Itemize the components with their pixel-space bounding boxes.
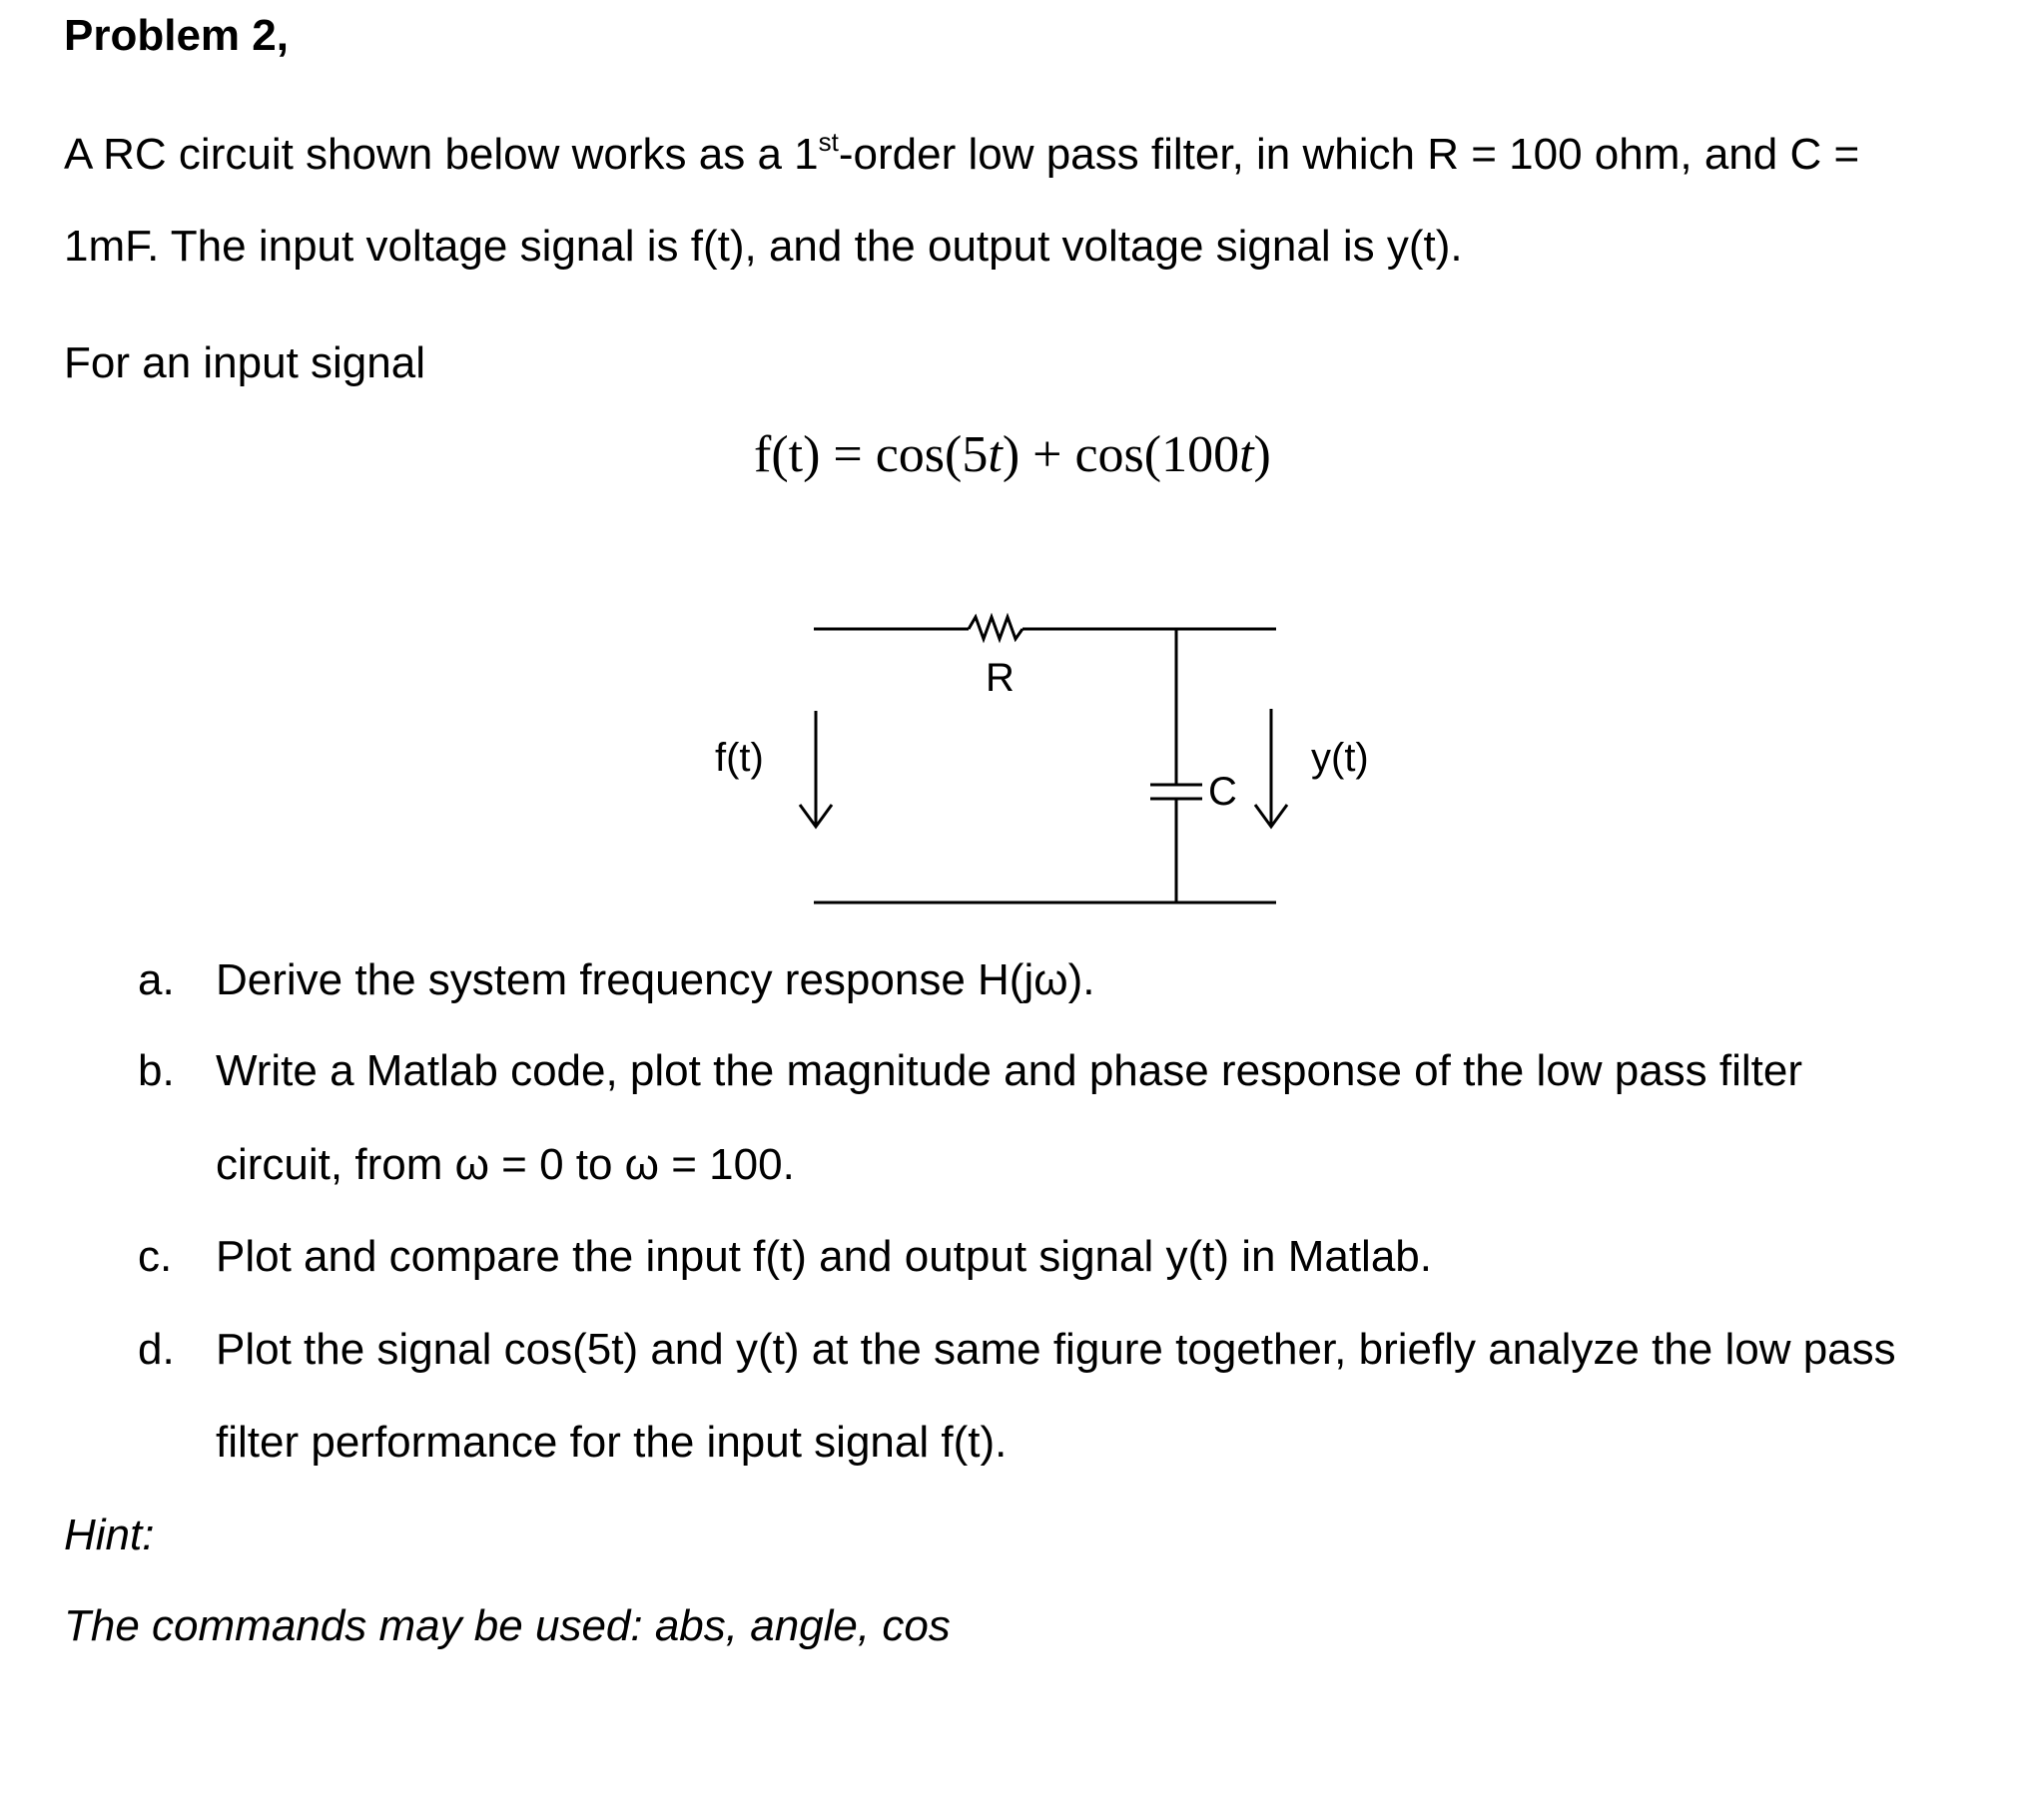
intro-line-2: 1mF. The input voltage signal is f(t), and the output voltage signal is y(t).: [64, 222, 1463, 271]
resistor-label: R: [986, 656, 1015, 700]
hint-label: Hint:: [64, 1511, 155, 1559]
resistor-symbol: [969, 617, 1022, 639]
hint-text: The commands may be used: abs, angle, cos: [64, 1601, 951, 1650]
formula-t2: t: [1239, 426, 1254, 483]
capacitor-label: C: [1208, 770, 1237, 814]
question-a-marker: a.: [138, 955, 175, 1004]
question-a-text: Derive the system frequency response H(jω).: [216, 955, 1095, 1004]
question-d-marker: d.: [138, 1325, 175, 1374]
problem-title: Problem 2,: [64, 11, 289, 60]
question-d-text-line-2: filter performance for the input signal f(t).: [216, 1418, 1008, 1467]
question-c-text: Plot and compare the input f(t) and output signal y(t) in Matlab.: [216, 1232, 1432, 1281]
formula-t1: t: [988, 426, 1003, 483]
formula-mid: ) + cos(100: [1002, 426, 1240, 483]
output-voltage-label: y(t): [1311, 736, 1369, 780]
question-b-text-line-1: Write a Matlab code, plot the magnitude and phase response of the low pass filter: [216, 1046, 1803, 1095]
intro-line-1-sup: st: [818, 127, 839, 157]
question-b-text-line-2: circuit, from ω = 0 to ω = 100.: [216, 1140, 795, 1189]
formula-lhs: f(t) = cos(5: [754, 426, 989, 483]
input-signal-label: For an input signal: [64, 338, 425, 387]
intro-line-1-pre: A RC circuit shown below works as a 1: [64, 130, 819, 179]
formula-end: ): [1253, 426, 1271, 483]
question-d-text-line-1: Plot the signal cos(5t) and y(t) at the same figure together, briefly analyze the low pass: [216, 1325, 1896, 1374]
intro-line-1-post: -order low pass filter, in which R = 100 ohm, and C =: [838, 130, 1860, 179]
question-b-marker: b.: [138, 1046, 175, 1095]
question-c-marker: c.: [138, 1232, 173, 1281]
input-voltage-label: f(t): [715, 736, 764, 780]
